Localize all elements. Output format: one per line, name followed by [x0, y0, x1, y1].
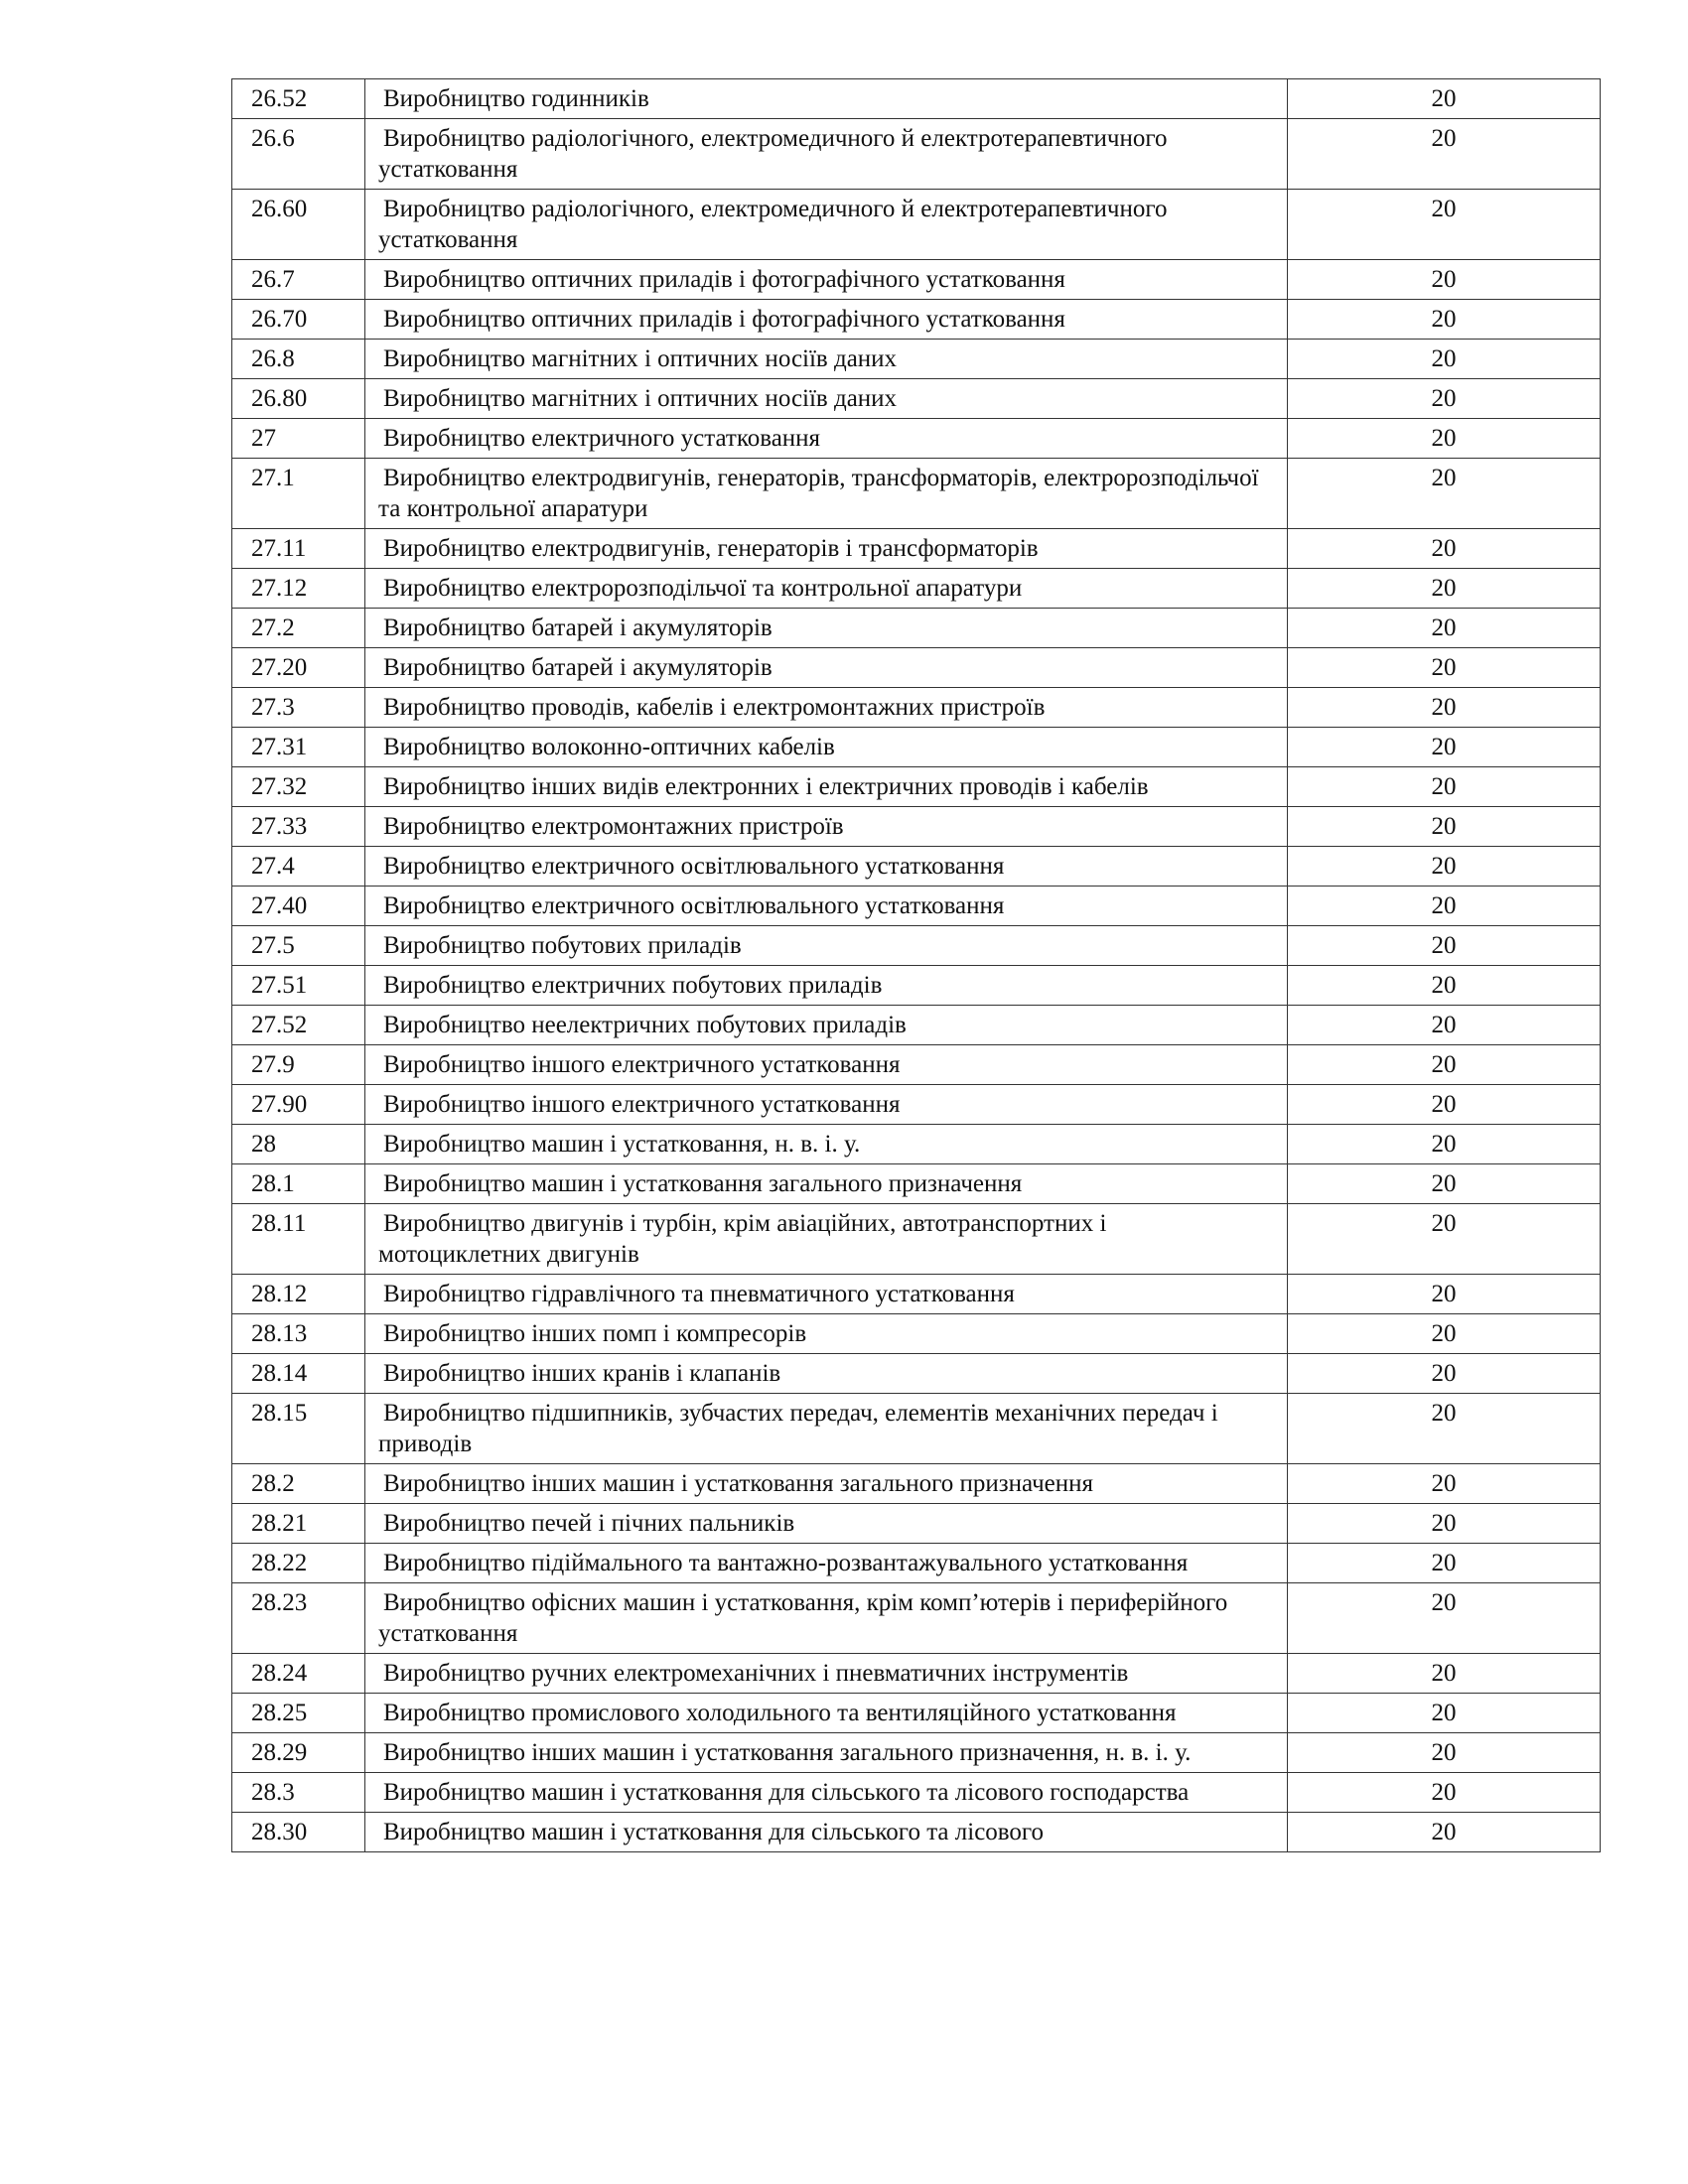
activity-name-text: Виробництво батарей і акумуляторів — [383, 654, 773, 681]
activity-code-cell: 27.31 — [232, 728, 365, 767]
rate-value-cell: 20 — [1288, 459, 1601, 529]
activity-name-text: Виробництво інших помп і компресорів — [383, 1320, 807, 1347]
rate-value-cell: 20 — [1288, 688, 1601, 728]
rate-value-cell: 20 — [1288, 1504, 1601, 1544]
table-row — [232, 688, 1601, 728]
rate-value-cell: 20 — [1288, 1204, 1601, 1275]
table-row — [232, 728, 1601, 767]
activity-code-cell: 26.70 — [232, 300, 365, 340]
activity-code-cell: 27 — [232, 419, 365, 459]
table-row — [232, 1464, 1601, 1504]
rate-value-cell: 20 — [1288, 648, 1601, 688]
activity-code-cell: 26.60 — [232, 190, 365, 260]
activity-name-cell — [365, 190, 1288, 260]
activity-name-text: Виробництво двигунів і турбін, крім авіаційних, автотранспортних і мотоциклетних двигунів — [378, 1210, 1107, 1268]
activity-code-cell: 27.90 — [232, 1085, 365, 1125]
activity-name-cell — [365, 529, 1288, 569]
table-row — [232, 1583, 1601, 1654]
activity-code-cell: 27.9 — [232, 1045, 365, 1085]
table-row — [232, 1504, 1601, 1544]
activity-code-cell: 28.22 — [232, 1544, 365, 1583]
activity-code-cell: 26.80 — [232, 379, 365, 419]
rate-value-cell: 20 — [1288, 1314, 1601, 1354]
activity-name-cell — [365, 300, 1288, 340]
table-row — [232, 1354, 1601, 1394]
activity-name-text: Виробництво електродвигунів, генераторів, трансформаторів, електророзподільчої та контрольної апаратури — [378, 465, 1259, 522]
activity-code-cell: 28.14 — [232, 1354, 365, 1394]
rate-value-cell: 20 — [1288, 1125, 1601, 1164]
rate-value-cell: 20 — [1288, 529, 1601, 569]
activity-name-text: Виробництво машин і устатковання загального призначення — [383, 1170, 1023, 1197]
table-row — [232, 1544, 1601, 1583]
activity-code-cell: 27.51 — [232, 966, 365, 1006]
activity-name-text: Виробництво годинників — [383, 85, 649, 112]
activity-name-cell — [365, 340, 1288, 379]
activity-name-cell — [365, 569, 1288, 609]
activity-name-cell — [365, 1583, 1288, 1654]
table-row — [232, 529, 1601, 569]
activity-name-text: Виробництво машин і устатковання для сільського та лісового господарства — [383, 1779, 1190, 1806]
activity-name-text: Виробництво інших кранів і клапанів — [383, 1360, 781, 1387]
activity-name-text: Виробництво батарей і акумуляторів — [383, 614, 773, 641]
activity-name-cell — [365, 926, 1288, 966]
table-row — [232, 847, 1601, 887]
activity-code-cell: 27.12 — [232, 569, 365, 609]
activity-name-cell — [365, 1504, 1288, 1544]
rate-value-cell: 20 — [1288, 1583, 1601, 1654]
rate-value-cell: 20 — [1288, 609, 1601, 648]
activity-name-text: Виробництво електричного устатковання — [383, 425, 821, 452]
rate-value-cell: 20 — [1288, 1085, 1601, 1125]
activity-name-cell — [365, 1275, 1288, 1314]
activity-name-cell — [365, 1314, 1288, 1354]
activity-name-text: Виробництво побутових приладів — [383, 932, 742, 959]
activity-code-cell: 28 — [232, 1125, 365, 1164]
activity-code-cell: 28.23 — [232, 1583, 365, 1654]
table-row — [232, 1773, 1601, 1813]
rate-value-cell: 20 — [1288, 419, 1601, 459]
activity-code-cell: 28.25 — [232, 1694, 365, 1733]
activity-name-cell — [365, 1085, 1288, 1125]
activity-name-text: Виробництво магнітних і оптичних носіїв даних — [383, 385, 898, 412]
activity-name-text: Виробництво оптичних приладів і фотографічного устатковання — [383, 266, 1065, 293]
rate-value-cell: 20 — [1288, 966, 1601, 1006]
activity-name-text: Виробництво офісних машин і устатковання, крім комп’ютерів і периферійного устатковання — [378, 1589, 1228, 1647]
rate-value-cell: 20 — [1288, 1354, 1601, 1394]
activity-name-text: Виробництво проводів, кабелів і електромонтажних пристроїв — [383, 694, 1046, 721]
table-row — [232, 1314, 1601, 1354]
activity-code-cell: 28.1 — [232, 1164, 365, 1204]
activity-code-cell: 28.29 — [232, 1733, 365, 1773]
rate-value-cell: 20 — [1288, 728, 1601, 767]
activity-name-cell — [365, 767, 1288, 807]
activity-name-cell — [365, 459, 1288, 529]
rate-value-cell: 20 — [1288, 569, 1601, 609]
activity-name-cell — [365, 1164, 1288, 1204]
activity-name-cell — [365, 1045, 1288, 1085]
rate-value-cell: 20 — [1288, 340, 1601, 379]
rate-value-cell: 20 — [1288, 1006, 1601, 1045]
rate-value-cell: 20 — [1288, 807, 1601, 847]
rate-value-cell: 20 — [1288, 1045, 1601, 1085]
table-row — [232, 260, 1601, 300]
activity-code-cell: 28.30 — [232, 1813, 365, 1852]
activity-name-text: Виробництво електричних побутових приладів — [383, 972, 883, 999]
activity-code-cell: 28.11 — [232, 1204, 365, 1275]
activity-name-cell — [365, 1006, 1288, 1045]
activity-name-text: Виробництво гідравлічного та пневматичного устатковання — [383, 1281, 1015, 1307]
activity-name-text: Виробництво електромонтажних пристроїв — [383, 813, 844, 840]
table-row — [232, 807, 1601, 847]
rate-value-cell: 20 — [1288, 1464, 1601, 1504]
activity-name-cell — [365, 609, 1288, 648]
rate-value-cell: 20 — [1288, 379, 1601, 419]
activity-code-cell: 27.33 — [232, 807, 365, 847]
activity-code-cell: 28.24 — [232, 1654, 365, 1694]
table-row — [232, 459, 1601, 529]
rate-value-cell: 20 — [1288, 1694, 1601, 1733]
table-row — [232, 419, 1601, 459]
activity-code-cell: 28.13 — [232, 1314, 365, 1354]
activity-name-text: Виробництво підіймального та вантажно-розвантажувального устатковання — [383, 1550, 1189, 1576]
rate-value-cell: 20 — [1288, 926, 1601, 966]
table-row — [232, 926, 1601, 966]
table-row — [232, 300, 1601, 340]
table-row — [232, 119, 1601, 190]
activity-name-text: Виробництво машин і устатковання, н. в. і. у. — [383, 1131, 861, 1158]
table-row — [232, 1045, 1601, 1085]
activity-code-cell: 27.40 — [232, 887, 365, 926]
rate-value-cell: 20 — [1288, 1164, 1601, 1204]
activity-name-cell — [365, 1773, 1288, 1813]
activity-name-cell — [365, 1694, 1288, 1733]
table-row — [232, 1694, 1601, 1733]
activity-name-text: Виробництво електророзподільчої та контрольної апаратури — [383, 575, 1023, 602]
table-row — [232, 1654, 1601, 1694]
activity-name-text: Виробництво електричного освітлювального устатковання — [383, 853, 1005, 880]
activity-code-cell: 27.3 — [232, 688, 365, 728]
activity-name-text: Виробництво інших видів електронних і електричних проводів і кабелів — [383, 773, 1149, 800]
activity-name-text: Виробництво інших машин і устатковання загального призначення, н. в. і. у. — [383, 1739, 1192, 1766]
activity-name-text: Виробництво іншого електричного устатковання — [383, 1091, 901, 1118]
activity-code-cell: 27.1 — [232, 459, 365, 529]
activity-name-cell — [365, 648, 1288, 688]
rate-value-cell: 20 — [1288, 190, 1601, 260]
activity-name-cell — [365, 260, 1288, 300]
activity-name-cell — [365, 887, 1288, 926]
activity-name-text: Виробництво радіологічного, електромедичного й електротерапевтичного устатковання — [378, 196, 1168, 253]
table-row — [232, 379, 1601, 419]
activity-name-text: Виробництво промислового холодильного та вентиляційного устатковання — [383, 1700, 1177, 1726]
table-row — [232, 648, 1601, 688]
activity-name-cell — [365, 79, 1288, 119]
rate-value-cell: 20 — [1288, 1275, 1601, 1314]
rate-value-cell: 20 — [1288, 260, 1601, 300]
activity-code-cell: 28.15 — [232, 1394, 365, 1464]
activity-code-cell: 26.8 — [232, 340, 365, 379]
table-row — [232, 609, 1601, 648]
rate-value-cell: 20 — [1288, 1544, 1601, 1583]
activity-name-text: Виробництво електричного освітлювального устатковання — [383, 892, 1005, 919]
activity-name-text: Виробництво печей і пічних пальників — [383, 1510, 795, 1537]
activity-name-cell — [365, 119, 1288, 190]
activity-code-cell: 27.20 — [232, 648, 365, 688]
activity-name-cell — [365, 1354, 1288, 1394]
rate-value-cell: 20 — [1288, 300, 1601, 340]
activity-name-cell — [365, 1394, 1288, 1464]
activity-name-text: Виробництво радіологічного, електромедичного й електротерапевтичного устатковання — [378, 125, 1168, 183]
rate-value-cell: 20 — [1288, 1773, 1601, 1813]
activity-name-cell — [365, 1733, 1288, 1773]
table-row — [232, 1125, 1601, 1164]
table-row — [232, 1813, 1601, 1852]
rate-value-cell: 20 — [1288, 1654, 1601, 1694]
rate-value-cell: 20 — [1288, 887, 1601, 926]
activity-name-cell — [365, 419, 1288, 459]
table-row — [232, 1394, 1601, 1464]
activity-name-text: Виробництво ручних електромеханічних і пневматичних інструментів — [383, 1660, 1129, 1687]
activity-name-text: Виробництво волоконно-оптичних кабелів — [383, 734, 835, 760]
table-row — [232, 1275, 1601, 1314]
activity-name-cell — [365, 966, 1288, 1006]
activity-name-text: Виробництво підшипників, зубчастих передач, елементів механічних передач і приводів — [378, 1400, 1218, 1457]
activity-name-cell — [365, 1204, 1288, 1275]
table-row — [232, 767, 1601, 807]
table-row — [232, 966, 1601, 1006]
activity-name-text: Виробництво електродвигунів, генераторів і трансформаторів — [383, 535, 1039, 562]
activity-code-cell: 28.21 — [232, 1504, 365, 1544]
activity-name-text: Виробництво магнітних і оптичних носіїв даних — [383, 345, 898, 372]
activity-name-cell — [365, 1464, 1288, 1504]
table-row — [232, 1085, 1601, 1125]
table-row — [232, 887, 1601, 926]
table-row — [232, 1164, 1601, 1204]
activity-code-cell: 27.32 — [232, 767, 365, 807]
activity-name-text: Виробництво машин і устатковання для сільського та лісового — [383, 1819, 1045, 1845]
rate-value-cell: 20 — [1288, 1813, 1601, 1852]
activity-name-cell — [365, 1813, 1288, 1852]
activity-code-cell: 28.2 — [232, 1464, 365, 1504]
activity-code-cell: 26.7 — [232, 260, 365, 300]
table-row — [232, 190, 1601, 260]
activity-name-cell — [365, 379, 1288, 419]
rate-value-cell: 20 — [1288, 767, 1601, 807]
activity-code-cell: 28.12 — [232, 1275, 365, 1314]
rate-value-cell: 20 — [1288, 1733, 1601, 1773]
activity-name-cell — [365, 1544, 1288, 1583]
activity-name-cell — [365, 728, 1288, 767]
activity-name-cell — [365, 688, 1288, 728]
activity-name-cell — [365, 807, 1288, 847]
table-row — [232, 79, 1601, 119]
activity-code-cell: 27.5 — [232, 926, 365, 966]
activity-name-text: Виробництво іншого електричного устатковання — [383, 1051, 901, 1078]
activity-name-text: Виробництво неелектричних побутових приладів — [383, 1012, 907, 1038]
table-row — [232, 1733, 1601, 1773]
table-body — [232, 79, 1601, 1852]
classification-table — [231, 78, 1601, 1852]
rate-value-cell: 20 — [1288, 119, 1601, 190]
table-row — [232, 340, 1601, 379]
table-row — [232, 1006, 1601, 1045]
activity-code-cell: 28.3 — [232, 1773, 365, 1813]
activity-name-cell — [365, 1654, 1288, 1694]
activity-name-text: Виробництво оптичних приладів і фотографічного устатковання — [383, 306, 1065, 333]
activity-code-cell: 27.11 — [232, 529, 365, 569]
activity-name-text: Виробництво інших машин і устатковання загального призначення — [383, 1470, 1093, 1497]
activity-code-cell: 27.4 — [232, 847, 365, 887]
activity-name-cell — [365, 847, 1288, 887]
rate-value-cell: 20 — [1288, 79, 1601, 119]
activity-code-cell: 26.52 — [232, 79, 365, 119]
activity-code-cell: 27.52 — [232, 1006, 365, 1045]
activity-name-cell — [365, 1125, 1288, 1164]
activity-code-cell: 27.2 — [232, 609, 365, 648]
table-row — [232, 1204, 1601, 1275]
activity-code-cell: 26.6 — [232, 119, 365, 190]
rate-value-cell: 20 — [1288, 847, 1601, 887]
table-row — [232, 569, 1601, 609]
rate-value-cell: 20 — [1288, 1394, 1601, 1464]
